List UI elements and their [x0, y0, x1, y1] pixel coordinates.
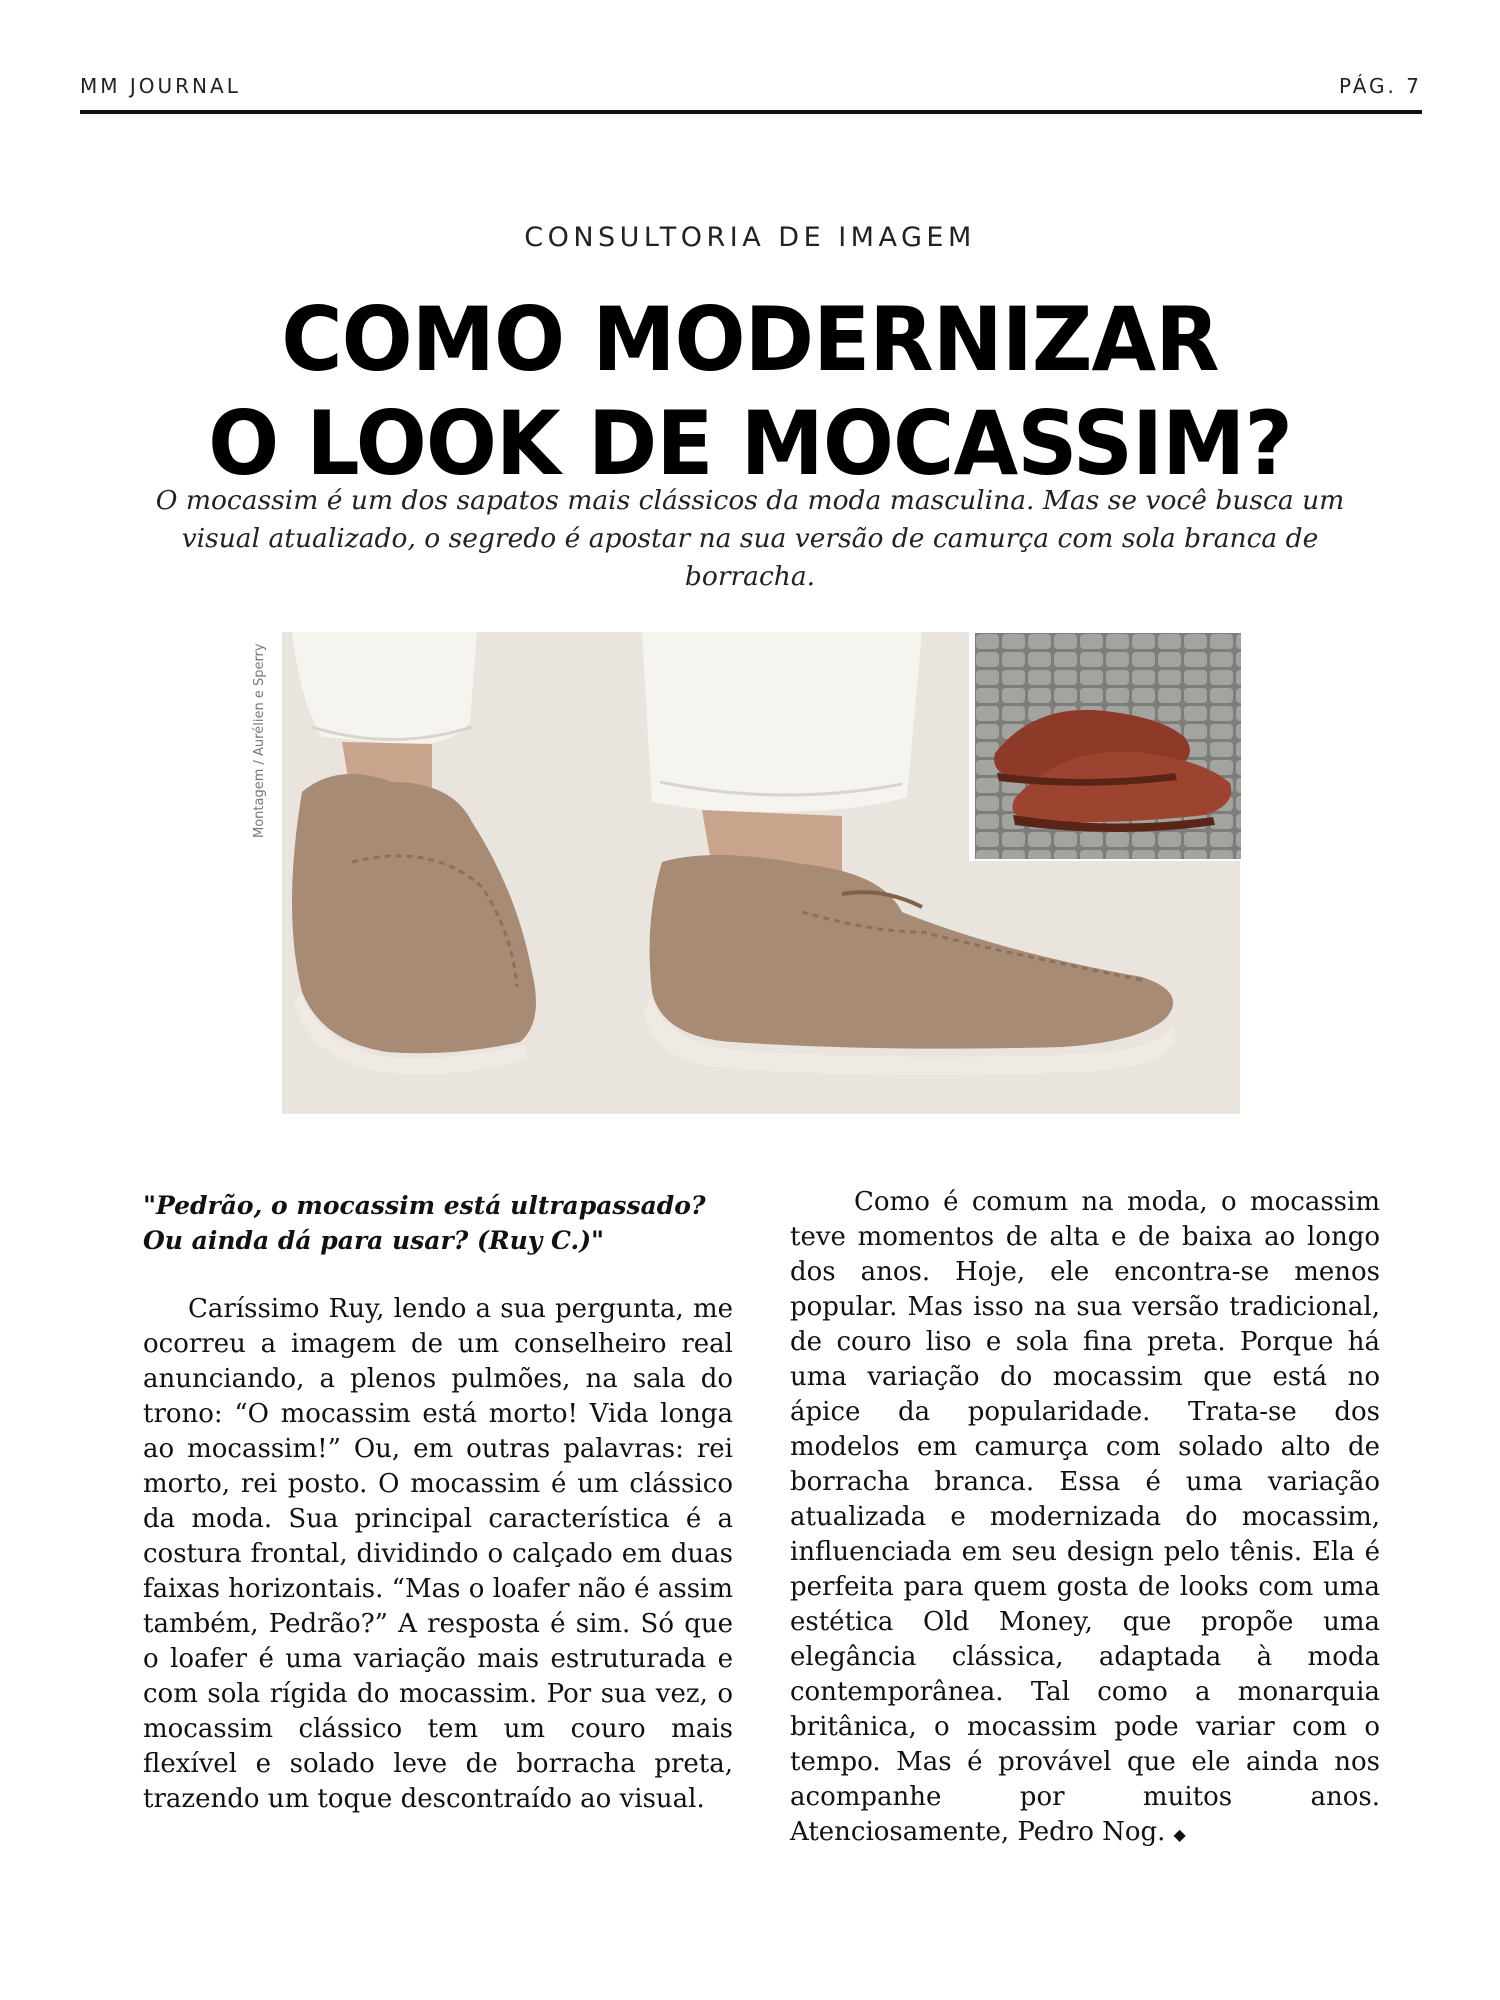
answer-left-text: Caríssimo Ruy, lendo a sua pergunta, me ocorreu a imagem de um conselheiro real anunciando, a plenos pulmões, na sala do trono: “O mocassim está morto! Vida longa ao mocassim!” Ou, em outras palavras: rei morto, rei posto. O mocassim é um clássico da moda. Sua principal característica é a costura frontal, dividindo o calçado em duas faixas horizontais. “Mas o loafer não é assim também, Pedrão?” A resposta é sim. Só que o loafer é uma variação mais estruturada e com sola rígida do mocassim. Por sua vez, o mocassim clássico tem um couro mais flexível e solado leve de borracha preta, trazendo um toque descontraído ao visual. [143, 1294, 733, 1814]
end-mark-icon: ◆ [1173, 1825, 1186, 1844]
title-line-2: O LOOK DE MOCASSIM? [208, 392, 1292, 495]
answer-right-text: Como é comum na moda, o mocassim teve momentos de alta e de baixa ao longo dos anos. Hoje, ele encontra-se menos popular. Mas isso na sua versão tradicional, de couro liso e sola fina preta. Porque há uma variação do mocassim que está no ápice da popularidade. Trata-se dos modelos em camurça com solado alto de borracha branca. Essa é uma variação atualizada e modernizada do mocassim, influenciada em seu design pelo tênis. Ela é perfeita para quem gosta de looks com uma estética Old Money, que propõe uma elegância clássica, adaptada à moda contemporânea. Tal como a monarquia britânica, o mocassim pode variar com o tempo. Mas é provável que ele ainda nos acompanhe por muitos anos. Atenciosamente, Pedro Nog. [790, 1187, 1380, 1847]
publication-name: MM JOURNAL [80, 74, 241, 98]
answer-column-left [143, 1292, 733, 1817]
page-number: PÁG. 7 [1338, 74, 1422, 98]
article-dek: O mocassim é um dos sapatos mais clássicos da moda masculina. Mas se você busca um visual atualizado, o segredo é apostar na sua versão de camurça com sola branca de borracha. [155, 485, 1345, 592]
section-kicker: CONSULTORIA DE IMAGEM [524, 222, 976, 253]
title-line-1: COMO MODERNIZAR [281, 288, 1219, 391]
answer-column-right [790, 1185, 1380, 1852]
leather-moccasins-photo [969, 629, 1241, 861]
article-title [38, 288, 1463, 496]
page-header [80, 70, 1422, 114]
photo-credit: Montagem / Aurélien e Sperry [252, 643, 267, 838]
reader-question: "Pedrão, o mocassim está ultrapassado? Ou ainda dá para usar? (Ruy C.)" [143, 1191, 706, 1255]
